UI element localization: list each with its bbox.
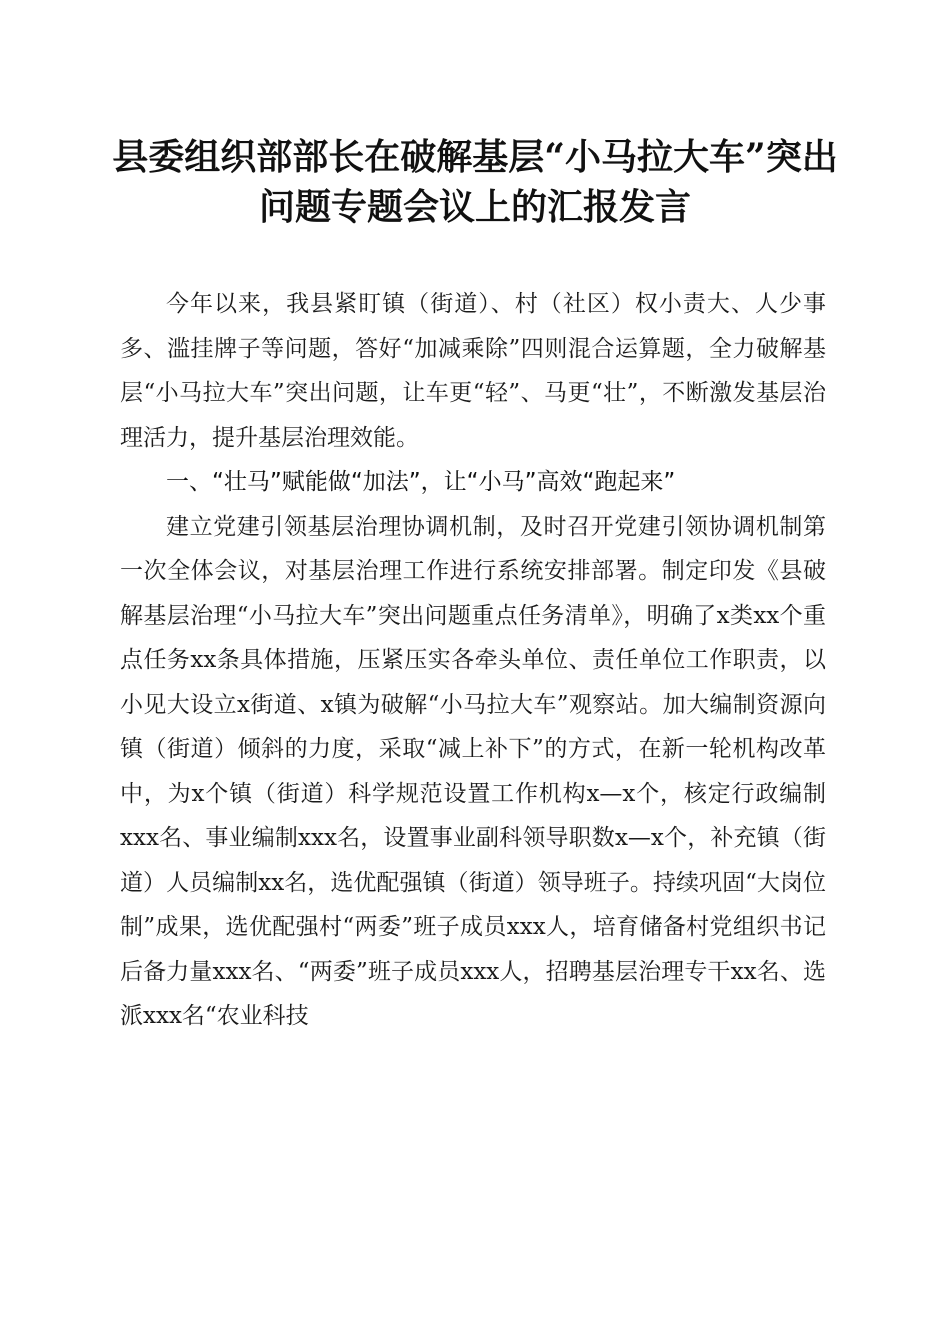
- section-1-paragraph: 建立党建引领基层治理协调机制，及时召开党建引领协调机制第一次全体会议，对基层治理工作进行系统安排部署。制定印发《县破解基层治理“小马拉大车”突出问题重点任务清单》，明确了x类xx个重点任务xx条具体措施，压紧压实各牵头单位、责任单位工作职责，以小见大设立x街道、x镇为破解“小马拉大车”观察站。加大编制资源向镇（街道）倾斜的力度，采取“减上补下”的方式，在新一轮机构改革中，为x个镇（街道）科学规范设置工作机构x—x个，核定行政编制xxx名、事业编制xxx名，设置事业副科领导职数x—x个，补充镇（街道）人员编制xx名，选优配强镇（街道）领导班子。持续巩固“大岗位制”成果，选优配强村“两委”班子成员xxx人，培育储备村党组织书记后备力量xxx名、“两委”班子成员xxx人，招聘基层治理专干xx名、选派xxx名“农业科技: [120, 513, 826, 1029]
- intro-paragraph: 今年以来，我县紧盯镇（街道）、村（社区）权小责大、人少事多、滥挂牌子等问题，答好“加减乘除”四则混合运算题，全力破解基层“小马拉大车”突出问题，让车更“轻”、马更“壮”，不断激发基层治理活力，提升基层治理效能。: [120, 291, 826, 451]
- document-body: [120, 282, 826, 1039]
- section-heading-1: 一、“壮马”赋能做“加法”，让“小马”高效“跑起来”: [166, 469, 676, 495]
- document-title: 县委组织部部长在破解基层“小马拉大车”突出问题专题会议上的汇报发言: [112, 136, 838, 228]
